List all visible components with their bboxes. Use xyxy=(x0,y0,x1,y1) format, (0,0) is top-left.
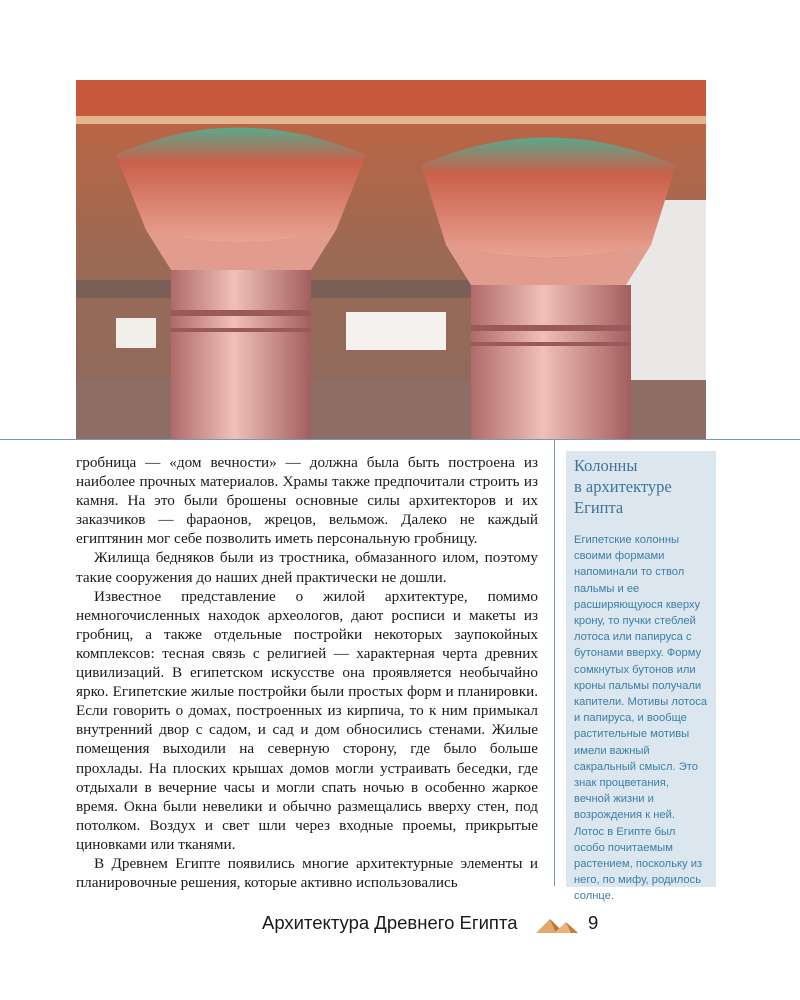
vertical-rule xyxy=(554,439,555,886)
pyramids-icon xyxy=(534,916,580,934)
page-footer xyxy=(262,912,602,940)
main-text xyxy=(76,453,538,892)
horizontal-rule xyxy=(0,439,800,440)
sidebar-box xyxy=(566,451,716,903)
page-number: 9 xyxy=(588,912,599,933)
sidebar-title-line: в архитектуре xyxy=(574,477,672,496)
running-title: Архитектура Древнего Египта xyxy=(262,912,518,933)
paragraph: В Древнем Египте появились многие архитектурные элементы и планировочные решения, которые активно использовались xyxy=(76,854,538,892)
columns-photo xyxy=(76,80,706,440)
sidebar-title-line: Египта xyxy=(574,498,624,517)
paragraph: Жилища бедняков были из тростника, обмазанного илом, поэтому такие сооружения до наших дней практически не дошли. xyxy=(76,549,538,586)
sidebar-title-line: Колонны xyxy=(574,456,638,475)
sidebar-body: Египетские колонны своими формами напоминали то ствол пальмы и ее расширяющуюся кверху крону, то пучки стеблей лотоса или папируса с бутонами вверху. Форму сомкнутых бутонов или кроны пальмы получали капители. Мотивы лотоса и папируса, и вообще растительные мотивы имели важный сакральный смысл. Это знак процветания, вечной жизни и возрождения к ней. Лотос в Египте был особо почитаемым растением, поскольку из него, по мифу, родилось солнце. xyxy=(574,534,708,903)
sidebar-title xyxy=(566,451,716,518)
paragraph: Известное представление о жилой архитектуре, помимо немногочисленных находок археологов, дают росписи и макеты из гробниц, а также отдельные постройки некоторых заупокойных комплексов: тесная связь с религией — характерная черта древних цивилизаций. В египетском искусстве она проявляется необычайно ярко. Египетские жилые постройки были простых форм и планировки. Если говорить о домах, построенных из кирпича, то к ним примыкал внутренний двор с садом, и сад и дом обносились стенами. Жилые помещения выходили на северную сторону, где было больше прохлады. На плоских крышах домов могли устраивать беседки, где отдыхали в вечерние часы и могли спать ночью в особенно жаркое время. Окна были невелики и обычно размещались вверху стен, под потолком. Воздух и свет шли через входные проемы, прикрытые циновками или тканями. xyxy=(76,587,538,853)
paragraph: гробница — «дом вечности» — должна была быть построена из наиболее прочных материалов. Храмы также предпочитали строить из камня. На это были брошены основные силы архитекторов и их заказчиков — фараонов, жрецов, вельмож. Далеко не каждый египтянин мог себе позволить иметь персональную гробницу. xyxy=(76,454,538,548)
